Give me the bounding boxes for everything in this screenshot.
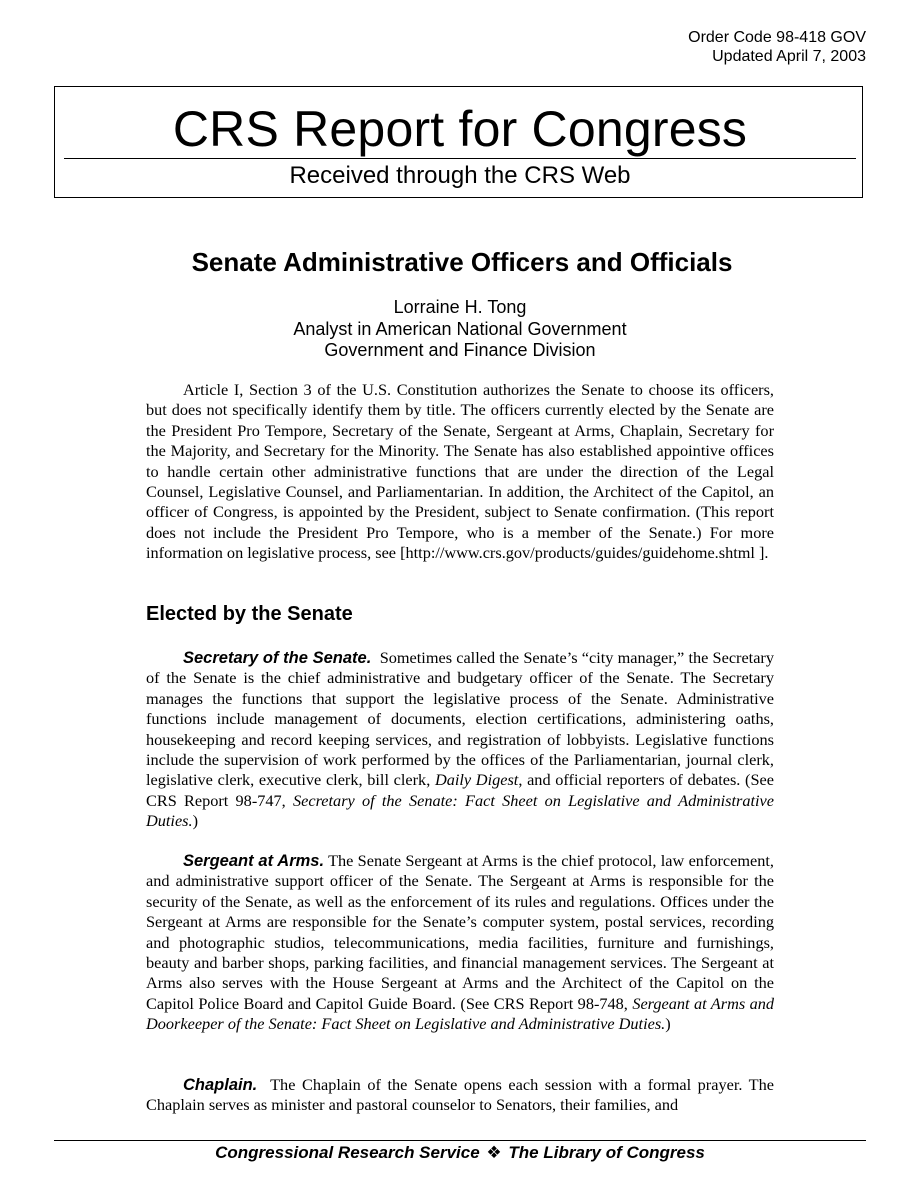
footer-right: The Library of Congress [508, 1143, 705, 1162]
chaplain-text: The Chaplain of the Senate opens each session with a formal prayer. The Chaplain serves as minister and pastoral counselor to Senators, their families, and [146, 1075, 774, 1115]
sergeant-text: The Senate Sergeant at Arms is the chief protocol, law enforcement, and administrative support officer of the Senate. The Sergeant at Arms is responsible for the security of the Senate, as well as the enforcement of its rules and regulations. Offices under the Sergeant at Arms are responsible for the Senate’s computer system, postal services, recording and photographic studios, telecommunications, media facilities, furniture and furnishings, beauty and barber shops, parking facilities, and financial management services. The Sergeant at Arms also serves with the House Sergeant at Arms and the Architect of the Capitol on the Capitol Police Board and Capitol Guide Board. (See CRS Report 98-748, [146, 851, 775, 1013]
daily-digest-title: Daily Digest [434, 770, 519, 790]
sergeant-text-2: ) [665, 1014, 671, 1034]
section-heading: Elected by the Senate [146, 603, 353, 625]
chaplain-runin-heading: Chaplain. [183, 1076, 258, 1094]
footer-left: Congressional Research Service [215, 1143, 480, 1162]
secretary-runin-heading: Secretary of the Senate. [183, 649, 372, 667]
intro-paragraph [146, 380, 774, 564]
author-division: Government and Finance Division [324, 340, 596, 360]
banner-divider [64, 158, 856, 159]
sergeant-runin-heading: Sergeant at Arms. [183, 852, 325, 870]
secretary-text: Sometimes called the Senate’s “city manager,” the Secretary of the Senate is the chief administrative and budgetary officer of the Senate. The Secretary manages the functions that support the legislative process of the Senate. Administrative functions include management of documents, election certifications, administering oaths, housekeeping and record keeping services, and registration of lobbyists. Legislative functions include the supervision of work performed by the offices of the Parliamentarian, journal clerk, legislative clerk, executive clerk, bill clerk, [146, 648, 774, 790]
banner-subtitle: Received through the CRS Web [289, 162, 631, 189]
secretary-text-2: , and official reporters of debates. (See CRS Report 98-747, [146, 770, 774, 810]
chaplain-paragraph [146, 1075, 774, 1116]
order-code: Order Code 98-418 GOV [688, 29, 866, 46]
footer-divider [54, 1140, 866, 1141]
updated-date: Updated April 7, 2003 [712, 48, 866, 65]
sergeant-paragraph [146, 851, 774, 1035]
footer-separator-icon: ❖ [486, 1143, 502, 1162]
secretary-paragraph [146, 648, 774, 832]
sergeant-section [146, 851, 774, 1035]
order-code-block [688, 28, 866, 66]
secretary-report-title: Secretary of the Senate: Fact Sheet on Legislative and Administrative Duties. [146, 790, 774, 831]
author-block [0, 297, 920, 362]
footer [0, 1143, 920, 1163]
document-title [0, 246, 920, 278]
banner-title: CRS Report for Congress [172, 101, 748, 157]
secretary-text-3: ) [192, 811, 198, 831]
sergeant-report-title: Sergeant at Arms and Doorkeeper of the Senate: Fact Sheet on Legislative and Administrative Duties. [146, 993, 774, 1034]
secretary-section [146, 648, 774, 832]
author-title: Analyst in American National Government [293, 318, 627, 339]
author-name: Lorraine H. Tong [393, 297, 527, 317]
intro-text: Article I, Section 3 of the U.S. Constitution authorizes the Senate to choose its officers, but does not specifically identify them by title. The officers currently elected by the Senate are the President Pro Tempore, Secretary of the Senate, Sergeant at Arms, Chaplain, Secretary for the Majority, and Secretary for the Minority. The Senate has also established appointive offices to handle certain other administrative functions that are under the direction of the Legal Counsel, Legislative Counsel, and Parliamentarian. In addition, the Architect of the Capitol, an officer of Congress, is appointed by the President, subject to Senate confirmation. (This report does not include the President Pro Tempore, who is a member of the Senate.) For more information on legislative process, see [http://www.crs.gov/products/guides/guidehome.shtml ]. [146, 380, 774, 563]
document-title-text: Senate Administrative Officers and Officials [191, 247, 733, 277]
chaplain-section [146, 1075, 774, 1116]
